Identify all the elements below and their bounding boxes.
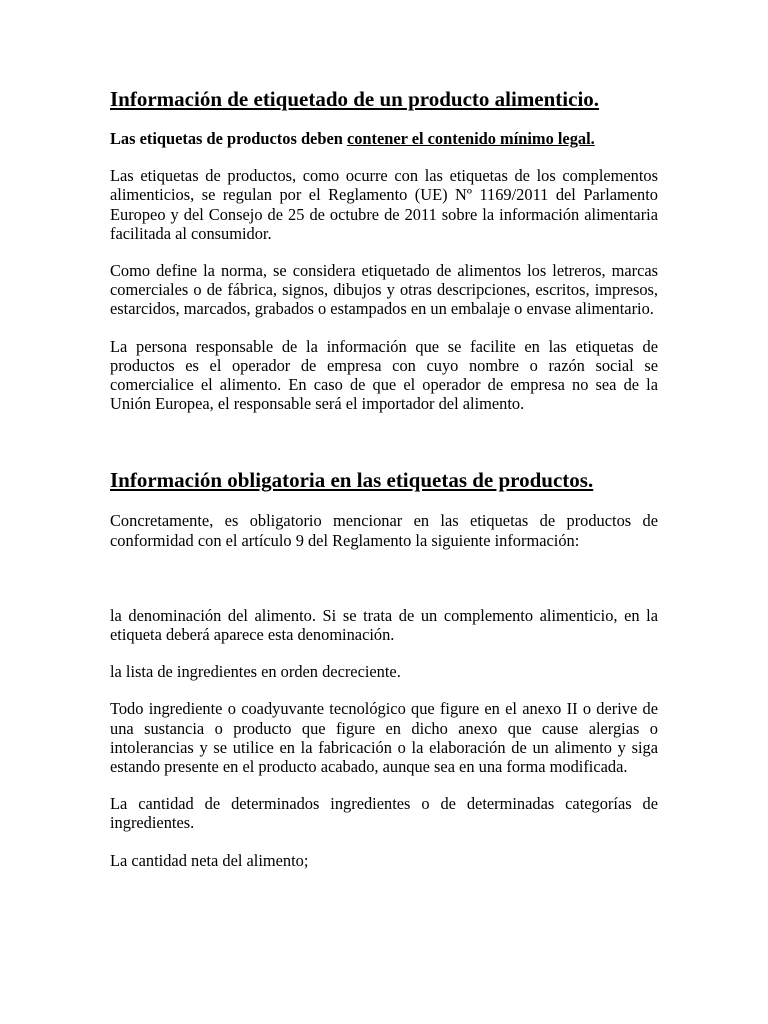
lead-prefix: Las etiquetas de productos deben — [110, 129, 347, 148]
paragraph-regulation: Las etiquetas de productos, como ocurre con las etiquetas de los complementos alimenticios, se regulan por el Reglamento (UE) Nº 1169/2011 del Parlamento Europeo y del Consejo de 25 de octubre de 2011 sobre la información alimentaria facilitada al consumidor. — [110, 166, 658, 243]
lead-statement — [110, 129, 658, 148]
lead-underlined-text: contener el contenido mínimo legal. — [346, 129, 595, 148]
list-item-quantity-ingredients: La cantidad de determinados ingredientes o de determinadas categorías de ingredientes. — [110, 794, 658, 833]
list-item-allergens: Todo ingrediente o coadyuvante tecnológico que figure en el anexo II o derive de una sustancia o producto que figure en dicho anexo que cause alergias o intolerancias y se utilice en la fabricación o la elaboración de un alimento y siga estando presente en el producto acabado, aunque sea en una forma modificada. — [110, 699, 658, 777]
section-title-mandatory-info: Información obligatoria en las etiquetas de productos. — [110, 468, 594, 493]
paragraph-article-9: Concretamente, es obligatorio mencionar en las etiquetas de productos de conformidad con el artículo 9 del Reglamento la siguiente información: — [110, 511, 658, 550]
list-item-net-quantity: La cantidad neta del alimento; — [110, 850, 309, 870]
section-mandatory-info — [110, 467, 658, 869]
paragraph-definition: Como define la norma, se considera etiquetado de alimentos los letreros, marcas comerciales o de fábrica, signos, dibujos y otras descripciones, escritos, impresos, estarcidos, marcados, grabados o estampados en un embalaje o envase alimentario. — [110, 261, 658, 319]
section-title-labeling-info: Información de etiquetado de un producto alimenticio. — [110, 87, 600, 111]
paragraph-responsible: La persona responsable de la información que se facilite en las etiquetas de productos es el operador de empresa con cuyo nombre o razón social se comercialice el alimento. En caso de que el operador de empresa no sea de la Unión Europea, el responsable será el importador del alimento. — [110, 336, 658, 414]
list-item-denomination: la denominación del alimento. Si se trata de un complemento alimenticio, en la etiqueta deberá aparece esta denominación. — [110, 605, 658, 645]
document-page — [110, 86, 658, 870]
list-item-ingredients: la lista de ingredientes en orden decreciente. — [110, 662, 401, 682]
